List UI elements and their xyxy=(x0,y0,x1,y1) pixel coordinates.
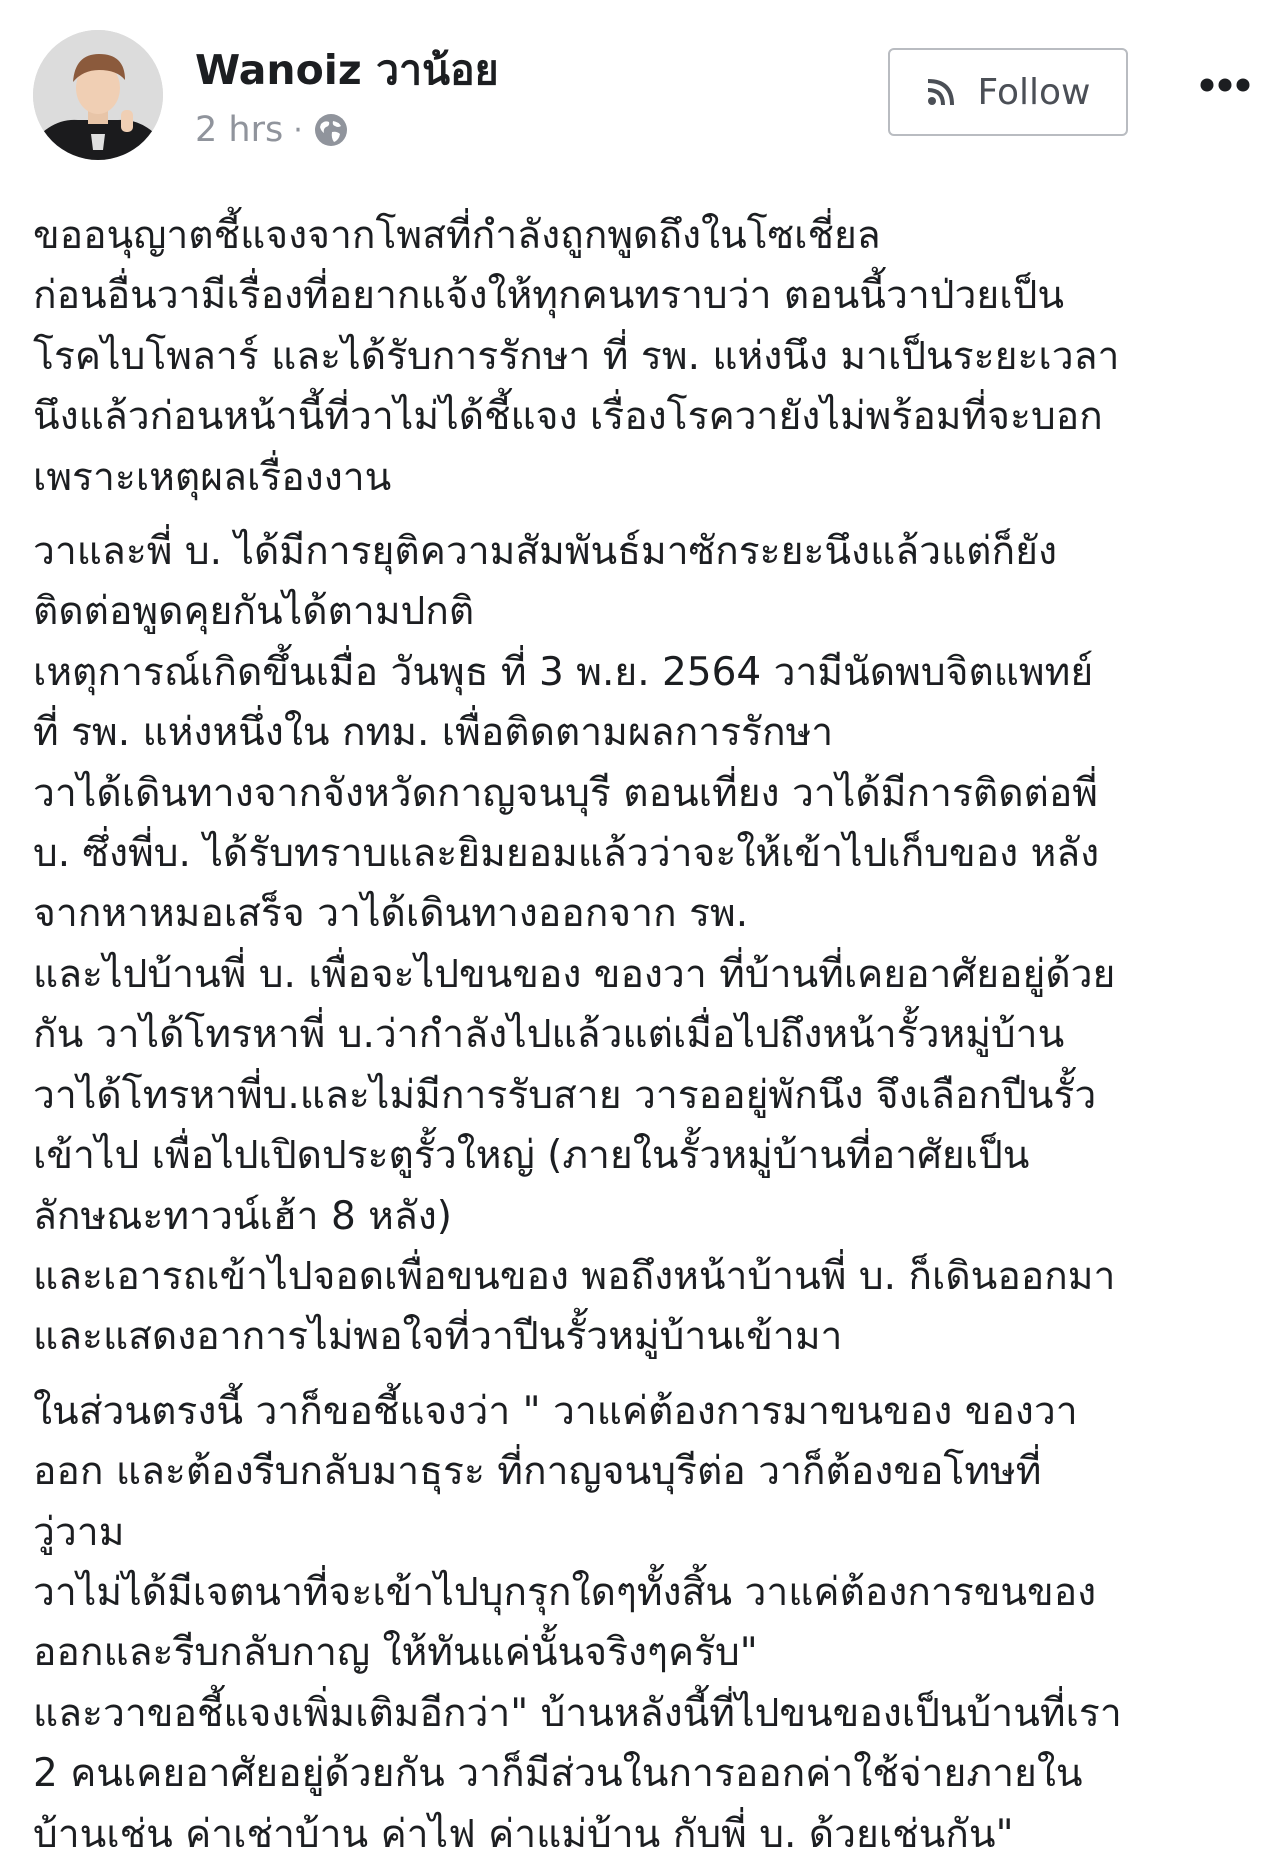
post-paragraph xyxy=(33,522,1248,1368)
follow-button[interactable] xyxy=(888,48,1128,136)
post-line: จากหาหมอเสร็จ วาได้เดินทางออกจาก รพ. xyxy=(33,891,749,937)
post-line: วู่วาม xyxy=(33,1509,125,1555)
post-paragraph xyxy=(33,1382,1248,1865)
post-body xyxy=(33,206,1248,1865)
meta-separator: · xyxy=(293,112,303,148)
post-line: ลักษณะทาวน์เฮ้า 8 หลัง) xyxy=(33,1193,453,1239)
post-line: ออกและรีบกลับกาญ ให้ทันแค่นั้นจริงๆครับ" xyxy=(33,1630,758,1676)
post-line: และวาขอชี้แจงเพิ่มเติมอีกว่า" บ้านหลังนี้ที่ไปขนของเป็นบ้านที่เรา xyxy=(33,1690,1122,1736)
avatar[interactable] xyxy=(33,30,163,160)
post-line: ติดต่อพูดคุยกันได้ตามปกติ xyxy=(33,589,475,635)
post-line: ที่ รพ. แห่งหนึ่งใน กทม. เพื่อติดตามผลการรักษา xyxy=(33,710,834,756)
author-name[interactable]: Wanoiz วาน้อย xyxy=(195,46,499,94)
post-line: เพราะเหตุผลเรื่องงาน xyxy=(33,454,392,500)
post-line: เหตุการณ์เกิดขึ้นเมื่อ วันพุธ ที่ 3 พ.ย. 2564 วามีนัดพบจิตแพทย์ xyxy=(33,649,1094,695)
rss-icon xyxy=(926,77,956,107)
post-line: เข้าไป เพื่อไปเปิดประตูรั้วใหญ่ (ภายในรั้วหมู่บ้านที่อาศัยเป็น xyxy=(33,1133,1030,1179)
post-line: และแสดงอาการไม่พอใจที่วาปีนรั้วหมู่บ้านเข้ามา xyxy=(33,1314,843,1360)
post-line: วาได้เดินทางจากจังหวัดกาญจนบุรี ตอนเที่ยง วาได้มีการติดต่อพี่ xyxy=(33,770,1099,816)
post-line: และไปบ้านพี่ บ. เพื่อจะไปขนของ ของวา ที่บ้านที่เคยอาศัยอยู่ด้วย xyxy=(33,951,1116,997)
post-header xyxy=(0,0,1280,170)
follow-label: Follow xyxy=(977,71,1091,113)
post-line: ในส่วนตรงนี้ วาก็ขอชี้แจงว่า " วาแค่ต้องการมาขนของ ของวา xyxy=(33,1388,1078,1434)
post-line: นึงแล้วก่อนหน้านี้ที่วาไม่ได้ชี้แจง เรื่องโรควายังไม่พร้อมที่จะบอก xyxy=(33,394,1103,440)
post-line: บ้านเช่น ค่าเช่าบ้าน ค่าไฟ ค่าแม่บ้าน กับพี่ บ. ด้วยเช่นกัน" xyxy=(33,1811,1014,1857)
post-line: บ. ซึ่งพี่บ. ได้รับทราบและยิมยอมแล้วว่าจะให้เข้าไปเก็บของ หลัง xyxy=(33,831,1100,877)
globe-icon[interactable] xyxy=(313,112,349,148)
post-line: และเอารถเข้าไปจอดเพื่อขนของ พอถึงหน้าบ้านพี่ บ. ก็เดินออกมา xyxy=(33,1253,1116,1299)
post-paragraph xyxy=(33,206,1248,508)
post-line: 2 คนเคยอาศัยอยู่ด้วยกัน วาก็มีส่วนในการออกค่าใช้จ่ายภายใน xyxy=(33,1751,1083,1797)
post-line: วาและพี่ บ. ได้มีการยุติความสัมพันธ์มาซักระยะนึงแล้วแต่ก็ยัง xyxy=(33,529,1057,575)
post-line: วาได้โทรหาพี่บ.และไม่มีการรับสาย วารออยู่พักนึง จึงเลือกปีนรั้ว xyxy=(33,1072,1097,1118)
post-line: กัน วาได้โทรหาพี่ บ.ว่ากำลังไปแล้วแต่เมื่อไปถึงหน้ารั้วหมู่บ้าน xyxy=(33,1012,1065,1058)
post-line: ออก และต้องรีบกลับมาธุระ ที่กาญจนบุรีต่อ วาก็ต้องขอโทษที่ xyxy=(33,1449,1042,1495)
post-line: ก่อนอื่นวามีเรื่องที่อยากแจ้งให้ทุกคนทราบว่า ตอนนี้วาป่วยเป็น xyxy=(33,273,1065,319)
post-meta xyxy=(195,106,349,154)
post-line: โรคไบโพลาร์ และได้รับการรักษา ที่ รพ. แห่งนึง มาเป็นระยะเวลา xyxy=(33,333,1120,379)
post-line: วาไม่ได้มีเจตนาที่จะเข้าไปบุกรุกใดๆทั้งสิ้น วาแค่ต้องการขนของ xyxy=(33,1569,1097,1615)
more-options-icon[interactable] xyxy=(1190,60,1260,110)
post-time[interactable]: 2 hrs xyxy=(195,110,284,150)
post-line: ขออนุญาตชี้แจงจากโพสที่กำลังถูกพูดถึงในโซเชี่ยล xyxy=(33,213,881,258)
